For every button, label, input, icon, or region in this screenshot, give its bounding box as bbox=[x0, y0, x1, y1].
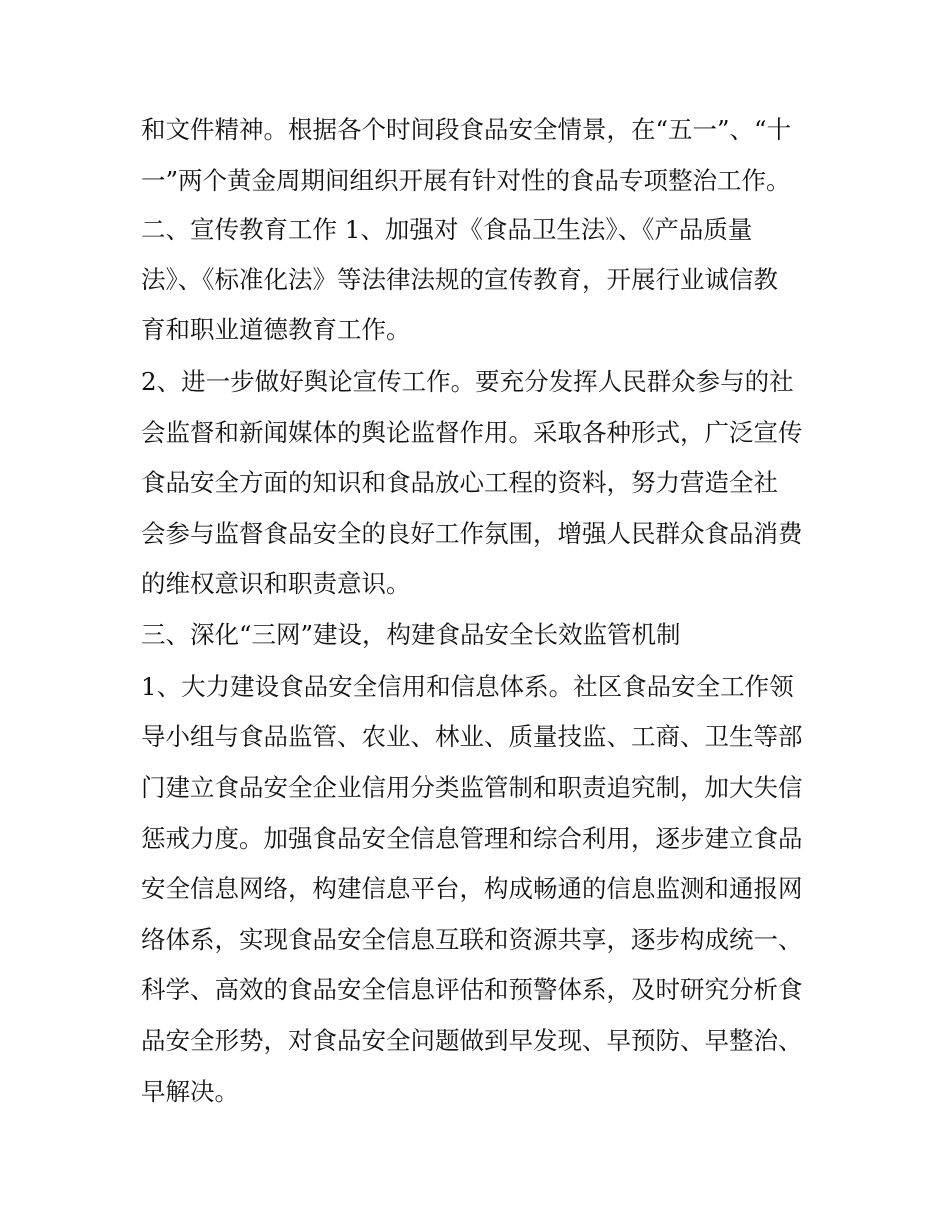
text-line: 食品安全方面的知识和食品放心工程的资料，努力营造全社 bbox=[141, 468, 778, 497]
text-line: 一”两个黄金周期间组织开展有针对性的食品专项整治工作。 bbox=[141, 166, 791, 195]
text-line: 的维权意识和职责意识。 bbox=[141, 569, 411, 598]
text-line: 2、进一步做好舆论宣传工作。要充分发挥人民群众参与的社 bbox=[141, 367, 794, 396]
text-line: 育和职业道德教育工作。 bbox=[141, 315, 411, 344]
text-line: 门建立食品安全企业信用分类监管制和职责追究制，加大失信 bbox=[141, 773, 803, 802]
text-line: 早解决。 bbox=[141, 1077, 239, 1106]
text-line: 品安全形势，对食品安全问题做到早发现、早预防、早整治、 bbox=[141, 1026, 803, 1055]
text-line: 二、宣传教育工作 1、加强对《食品卫生法》、《产品质量 bbox=[141, 215, 753, 244]
text-line: 惩戒力度。加强食品安全信息管理和综合利用，逐步建立食品 bbox=[141, 824, 803, 853]
text-line: 络体系，实现食品安全信息互联和资源共享，逐步构成统一、 bbox=[141, 925, 803, 954]
text-line: 1、大力建设食品安全信用和信息体系。社区食品安全工作领 bbox=[141, 672, 794, 701]
text-line: 会参与监督食品安全的良好工作氛围，增强人民群众食品消费 bbox=[141, 519, 803, 548]
text-line: 科学、高效的食品安全信息评估和预警体系，及时研究分析食 bbox=[141, 975, 803, 1004]
text-line: 会监督和新闻媒体的舆论监督作用。采取各种形式，广泛宣传 bbox=[141, 418, 803, 447]
text-line: 三、深化“三网”建设，构建食品安全长效监管机制 bbox=[141, 620, 681, 649]
text-line: 导小组与食品监管、农业、林业、质量技监、工商、卫生等部 bbox=[141, 722, 803, 751]
text-line: 安全信息网络，构建信息平台，构成畅通的信息监测和通报网 bbox=[141, 874, 803, 903]
text-line: 法》、《标准化法》等法律法规的宣传教育，开展行业诚信教 bbox=[141, 265, 778, 294]
text-line: 和文件精神。根据各个时间段食品安全情景，在“五一”、“十 bbox=[141, 115, 792, 144]
